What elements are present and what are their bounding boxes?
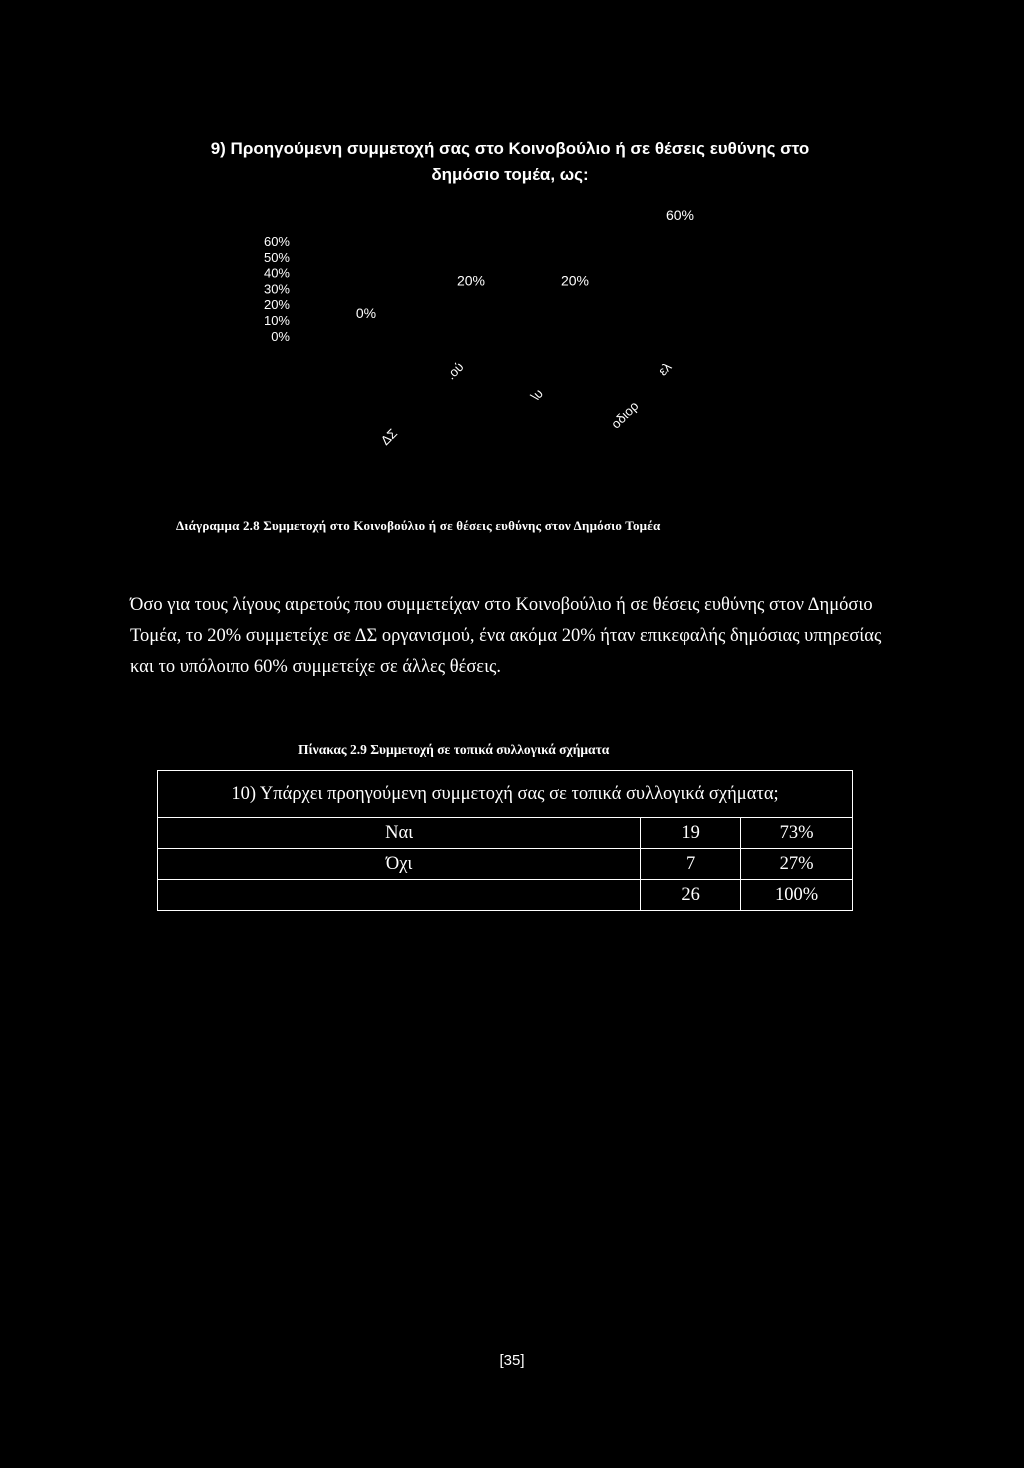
y-tick-label: 60% bbox=[263, 234, 290, 249]
table-header: 10) Υπάρχει προηγούμενη συμμετοχή σας σε τοπικά συλλογικά σχήματα; bbox=[158, 771, 853, 818]
table-row bbox=[158, 849, 853, 880]
row-count: 7 bbox=[641, 849, 741, 880]
y-tick-label: 30% bbox=[263, 281, 290, 297]
row-label: Όχι bbox=[158, 849, 641, 880]
figure-caption: Διάγραμμα 2.8 Συμμετοχή στο Κοινοβούλιο ή σε θέσεις ευθύνης στον Δημόσιο Τομέα bbox=[176, 518, 661, 533]
y-tick-label: 10% bbox=[263, 313, 290, 328]
row-percent: 27% bbox=[741, 849, 853, 880]
x-tick-label: ελ bbox=[655, 359, 675, 379]
data-label: 0% bbox=[355, 305, 377, 321]
row-count: 19 bbox=[641, 818, 741, 849]
data-label: 20% bbox=[456, 272, 486, 289]
row-label bbox=[158, 880, 641, 911]
x-tick-label: οδιορ bbox=[608, 398, 642, 432]
table-row bbox=[158, 818, 853, 849]
x-tick-label: ΔΣ bbox=[377, 425, 401, 449]
table-caption: Πίνακας 2.9 Συμμετοχή σε τοπικά συλλογικά σχήματα bbox=[298, 742, 610, 757]
bar-chart bbox=[0, 0, 1024, 500]
data-label: 20% bbox=[560, 272, 590, 289]
chart-title: 9) Προηγούμενη συμμετοχή σας στο Κοινοβούλιο ή σε θέσεις ευθύνης στο δημόσιο τομέα, ως: bbox=[210, 139, 810, 184]
page-number: [35] bbox=[499, 1352, 525, 1369]
participation-table bbox=[157, 770, 853, 911]
y-tick-label: 40% bbox=[263, 265, 290, 281]
body-paragraph: Όσο για τους λίγους αιρετούς που συμμετείχαν στο Κοινοβούλιο ή σε θέσεις ευθύνης στον Δημόσιο Τομέα, το 20% συμμετείχε σε ΔΣ οργανισμού, ένα ακόμα 20% ήταν επικεφαλής δημόσιας υπηρεσίας και το υπόλοιπο 60% συμμετείχε σε άλλες θέσεις. bbox=[130, 595, 882, 677]
table-header-row bbox=[158, 771, 853, 818]
data-label: 60% bbox=[665, 207, 695, 223]
table-row bbox=[158, 880, 853, 911]
y-tick-label: 50% bbox=[263, 249, 290, 265]
y-tick-label: 20% bbox=[263, 297, 290, 313]
row-label: Ναι bbox=[158, 818, 641, 849]
y-tick-label: 0% bbox=[271, 328, 290, 344]
x-axis-labels bbox=[378, 359, 675, 448]
x-tick-label: .ού bbox=[443, 359, 467, 383]
row-count: 26 bbox=[641, 880, 741, 911]
row-percent: 73% bbox=[741, 818, 853, 849]
y-axis-ticks bbox=[264, 234, 290, 344]
row-percent: 100% bbox=[741, 880, 853, 911]
x-tick-label: \υ bbox=[527, 385, 546, 404]
data-labels bbox=[356, 207, 694, 321]
